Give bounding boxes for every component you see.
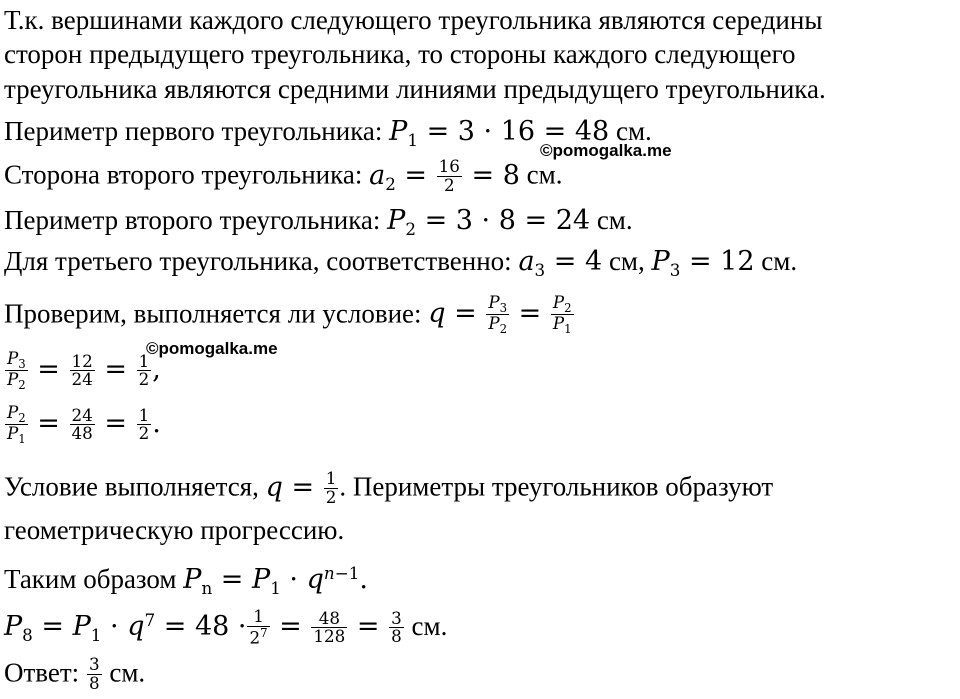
fraction: $\frac{3}{8}$ bbox=[88, 654, 100, 693]
line-condition: Условие выполняется, q = $\frac{1}{2}$ . Периметры треугольников образуют bbox=[4, 468, 774, 507]
line-check: Проверим, выполняется ли условие: q = $\frac{P_3}{P_2}$ = $\frac{P_2}{P_1}$ bbox=[4, 292, 572, 337]
fraction: $\frac{16}{2}$ bbox=[438, 156, 460, 195]
watermark-1: ©pomogalka.me bbox=[540, 141, 672, 160]
text: . Периметры треугольников образуют bbox=[339, 471, 774, 502]
label: Периметр второго треугольника: bbox=[4, 205, 388, 235]
label: Условие выполняется, bbox=[4, 471, 266, 502]
line-1: Т.к. вершинами каждого следующего треугольника являются середины bbox=[4, 5, 823, 35]
formula: = 4 bbox=[553, 246, 603, 277]
fraction: $\frac{3}{8}$ bbox=[391, 607, 402, 647]
line-ratio-1: $\frac{P_3}{P_2}$ = $\frac{12}{24}$ = $\frac{1}{2}$ , bbox=[7, 348, 161, 393]
unit: см. bbox=[609, 116, 652, 146]
line-perimeter-2: Периметр второго треугольника: $P_2 = 3 \cdot 8 = 24$ см. bbox=[4, 205, 633, 239]
formula: = 3 · 16 = 48 bbox=[426, 116, 610, 147]
unit: см. bbox=[404, 611, 448, 642]
line-third: Для третьего треугольника, соответственно: $a_3 = 4$ см, $P_3 = 12$ см. bbox=[4, 246, 798, 280]
line-side-2: Сторона второго треугольника: $a_2$ = $\frac{16}{2}$ = 8 см. bbox=[4, 156, 563, 195]
label: Ответ: bbox=[4, 657, 86, 688]
formula: = 12 bbox=[688, 246, 755, 277]
fraction: $\frac{12}{24}$ bbox=[71, 350, 93, 390]
line-ratio-2: $\frac{P_2}{P_1}$ = $\frac{24}{48}$ = $\frac{1}{2}$ . bbox=[7, 402, 161, 447]
line-progression: геометрическую прогрессию. bbox=[4, 515, 345, 545]
label: Для третьего треугольника, соответственно: bbox=[4, 246, 519, 276]
formula: = 8 bbox=[471, 159, 520, 191]
watermark-2: ©pomogalka.me bbox=[146, 339, 278, 358]
label: Сторона второго треугольника: bbox=[4, 159, 370, 190]
fraction: $\frac{48}{128}$ bbox=[313, 607, 346, 647]
unit: см. bbox=[754, 246, 798, 276]
unit: см. bbox=[519, 159, 563, 190]
unit: см. bbox=[102, 657, 146, 688]
unit: см. bbox=[590, 205, 633, 235]
line-formula: Таким образом $P_n = P_1 \cdot q^{n-1}$. bbox=[4, 563, 368, 599]
unit: см, bbox=[602, 246, 652, 276]
label: Периметр первого треугольника: bbox=[4, 116, 390, 146]
fraction: $\frac{1}{2}$ bbox=[138, 350, 150, 390]
fraction: $\frac{P_3}{P_2}$ bbox=[7, 348, 26, 393]
line-perimeter-1: Периметр первого треугольника: $P_1 = 3 \cdot 16 = 48$ см. bbox=[4, 116, 652, 150]
fraction: $\frac{P_3}{P_2}$ bbox=[488, 292, 508, 337]
line-2: сторон предыдущего треугольника, то стороны каждого следующего bbox=[4, 39, 796, 69]
fraction: $\frac{1}{2}$ bbox=[138, 404, 150, 444]
fraction: $\frac{24}{48}$ bbox=[71, 404, 93, 444]
fraction: $\frac{P_2}{P_1}$ bbox=[552, 292, 572, 337]
formula: = 48 · bbox=[163, 611, 247, 643]
fraction: $\frac{1}{2^7}$ bbox=[249, 606, 268, 648]
label: Проверим, выполняется ли условие: bbox=[4, 298, 429, 329]
line-3: треугольника являются средними линиями предыдущего треугольника. bbox=[4, 74, 826, 104]
formula: = 3 · 8 = 24 bbox=[424, 205, 591, 236]
fraction: $\frac{P_2}{P_1}$ bbox=[7, 402, 26, 447]
fraction: $\frac{1}{2}$ bbox=[325, 468, 337, 507]
label: Таким образом bbox=[4, 564, 184, 595]
line-p8: $P_8 = P_1 \cdot q^7 = 48$ · $\frac{1}{2^7}$ = $\frac{48}{128}$ = $\frac{3}{8}$ см. bbox=[4, 606, 448, 648]
line-answer bbox=[4, 656, 145, 692]
